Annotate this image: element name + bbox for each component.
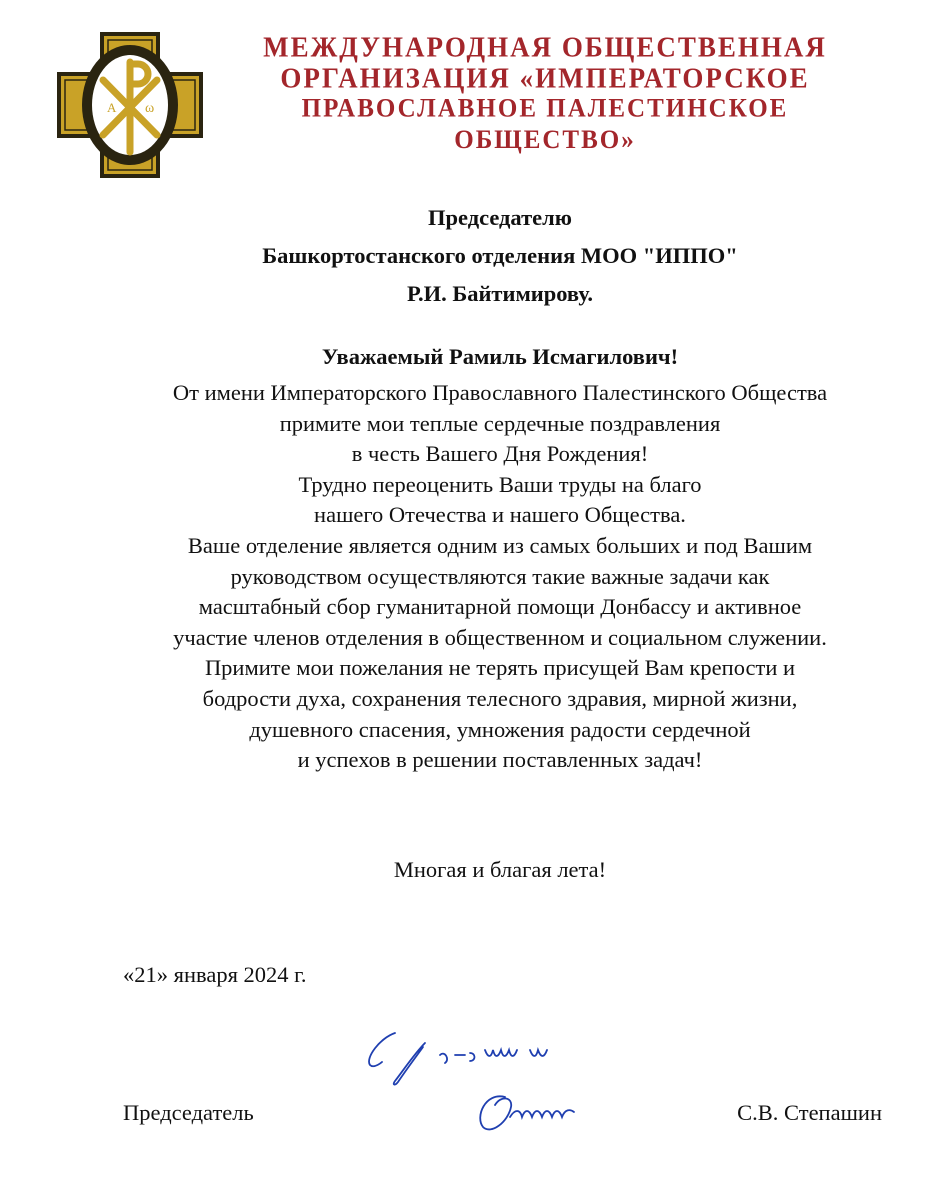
alpha-letter: А [107,100,117,115]
body-line: душевного спасения, умножения радости сердечной [249,716,751,742]
body-line: примите мои теплые сердечные поздравления [279,410,721,436]
greeting: Уважаемый Рамиль Исмагилович! [321,344,679,369]
org-name-line-1: МЕЖДУНАРОДНАЯ ОБЩЕСТВЕННАЯ [263,31,827,63]
closing: Многая и благая лета! [393,857,607,882]
body-line: Ваше отделение является одним из самых больших и под Вашим [187,533,813,558]
body-line: Трудно переоценить Ваши труды на благо [298,471,702,497]
body-line: нашего Отечества и нашего Общества. [314,502,686,528]
addressee-line: Р.И. Байтимирову. [407,281,593,306]
handwritten-signature [345,1025,635,1145]
society-emblem-logo [55,30,205,180]
omega-letter: ω [145,101,155,116]
addressee-line: Башкортостанского отделения МОО "ИППО" [262,243,738,268]
signatory-name: С.В. Степашин [737,1100,882,1125]
body-line: руководством осуществляются такие важные задачи как [230,563,770,589]
body-line: масштабный сбор гуманитарной помощи Донбассу и активное [198,594,802,620]
body-line: в честь Вашего Дня Рождения! [351,441,649,467]
body-line: От имени Императорского Православного Палестинского Общества [172,380,828,405]
body-line: участие членов отделения в общественном и социальном служении. [173,624,827,650]
signatory-position: Председатель [123,1100,254,1125]
org-name-line-3: ПРАВОСЛАВНОЕ ПАЛЕСТИНСКОЕ ОБЩЕСТВО» [301,94,789,155]
addressee-line: Председателю [428,205,572,230]
body-line: и успехов в решении поставленных задач! [297,747,703,773]
body-line: Примите мои пожелания не терять присущей Вам крепости и [204,655,796,681]
body-line: бодрости духа, сохранения телесного здравия, мирной жизни, [202,686,798,711]
org-name-line-2: ОРГАНИЗАЦИЯ «ИМПЕРАТОРСКОЕ [280,62,810,94]
letter-date: «21» января 2024 г. [123,962,307,987]
